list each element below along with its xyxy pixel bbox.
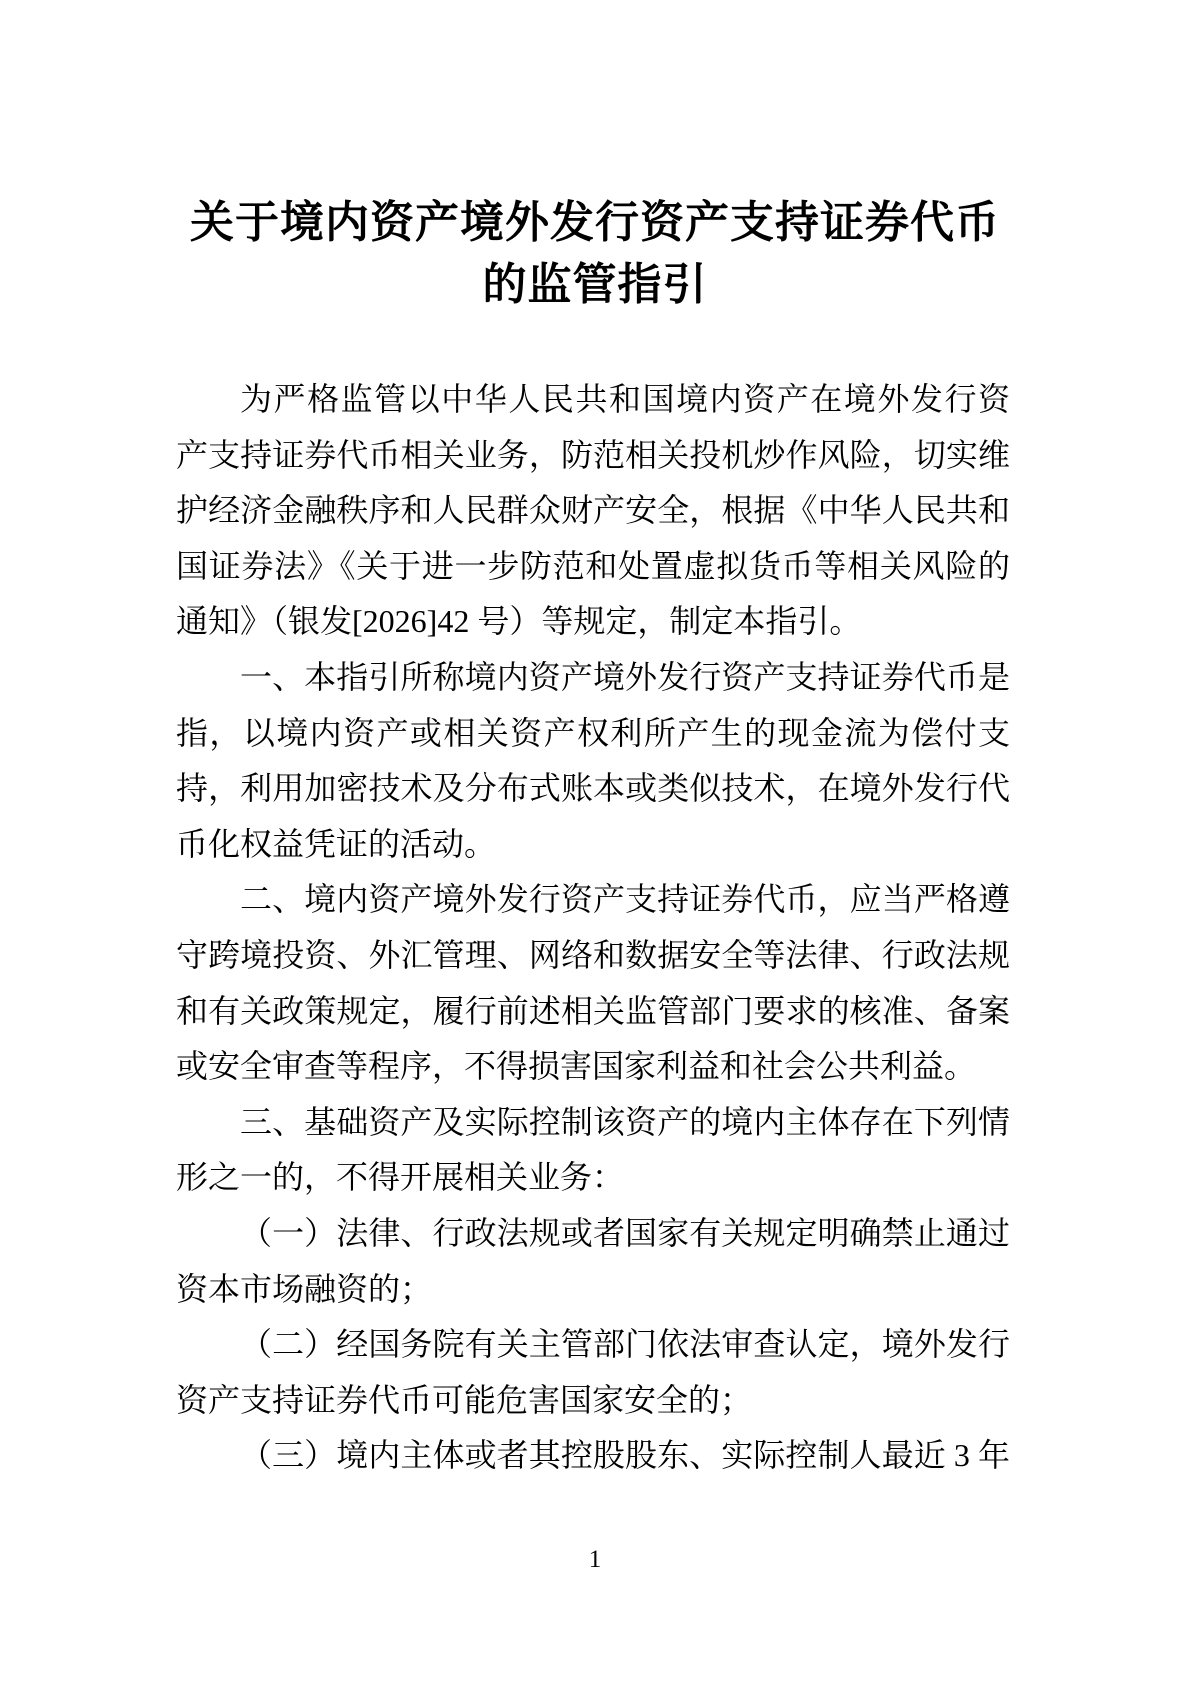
paragraph-item-3 xyxy=(176,1428,1010,1484)
page-footer xyxy=(0,1545,1190,1575)
page-number: 1 xyxy=(588,1546,602,1573)
text-line: 护经济金融秩序和人民群众财产安全，根据《中华人民共和 xyxy=(176,492,1010,529)
text-line: 为严格监管以中华人民共和国境内资产在境外发行资 xyxy=(240,381,1010,417)
title-line-2: 的监管指引 xyxy=(482,260,708,309)
document-title xyxy=(90,192,1100,316)
paragraph-intro xyxy=(176,372,1010,650)
text-line: 通知》（银发[2026]42 号）等规定，制定本指引。 xyxy=(176,603,862,640)
text-line: 国证券法》《关于进一步防范和处置虚拟货币等相关风险的 xyxy=(176,547,1010,584)
text-line: 产支持证券代币相关业务，防范相关投机炒作风险，切实维 xyxy=(176,436,1010,473)
text-line: 二、境内资产境外发行资产支持证券代币，应当严格遵 xyxy=(240,881,1010,918)
text-line: （三）境内主体或者其控股股东、实际控制人最近 3 年 xyxy=(240,1437,1010,1474)
paragraph-item-1 xyxy=(176,1206,1010,1317)
text-line: 三、基础资产及实际控制该资产的境内主体存在下列情 xyxy=(240,1103,1010,1140)
text-line: 守跨境投资、外汇管理、网络和数据安全等法律、行政法规 xyxy=(176,936,1010,973)
text-line: 持，利用加密技术及分布式账本或类似技术，在境外发行代 xyxy=(176,770,1010,807)
text-line: 指，以境内资产或相关资产权利所产生的现金流为偿付支 xyxy=(176,714,1010,751)
paragraph-item-2 xyxy=(176,1317,1010,1428)
text-line: 一、本指引所称境内资产境外发行资产支持证券代币是 xyxy=(240,658,1010,695)
paragraph-article-3 xyxy=(176,1095,1010,1206)
text-line: 形之一的，不得开展相关业务： xyxy=(176,1159,625,1196)
text-line: 资本市场融资的； xyxy=(176,1270,433,1307)
paragraph-article-2 xyxy=(176,872,1010,1094)
paragraph-article-1 xyxy=(176,650,1010,872)
title-line-1: 关于境内资产境外发行资产支持证券代币 xyxy=(190,198,1000,247)
text-line: （一）法律、行政法规或者国家有关规定明确禁止通过 xyxy=(240,1214,1010,1251)
text-line: 资产支持证券代币可能危害国家安全的； xyxy=(176,1381,753,1418)
document-body xyxy=(176,372,1010,1484)
text-line: （二）经国务院有关主管部门依法审查认定，境外发行 xyxy=(240,1326,1010,1363)
text-line: 或安全审查等程序，不得损害国家利益和社会公共利益。 xyxy=(176,1048,977,1085)
text-line: 币化权益凭证的活动。 xyxy=(176,825,497,862)
text-line: 和有关政策规定，履行前述相关监管部门要求的核准、备案 xyxy=(176,992,1010,1029)
